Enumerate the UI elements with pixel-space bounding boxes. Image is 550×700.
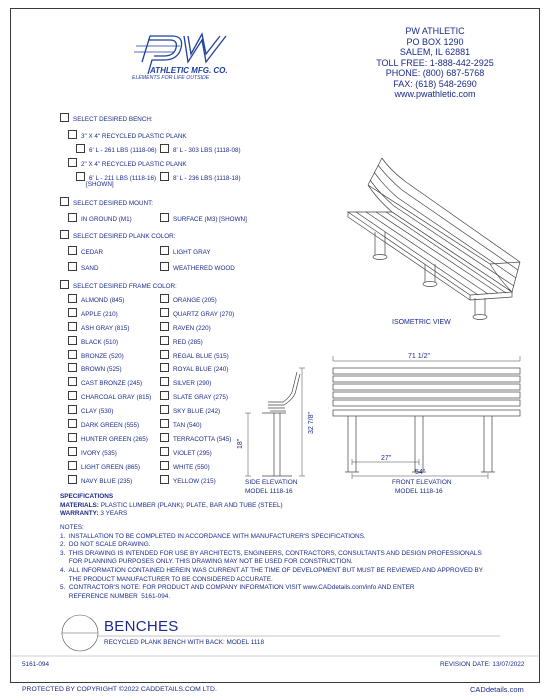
- frame-color-label: SKY BLUE (242): [173, 408, 221, 416]
- plank2-label: 2" X 4" RECYCLED PLASTIC PLANK: [81, 161, 187, 168]
- specs-header: SPECIFICATIONS: [60, 493, 114, 500]
- frame-color-label: TERRACOTTA (545): [173, 435, 232, 443]
- frame-color-label: BROWN (525): [81, 366, 122, 374]
- note-line: 3. THIS DRAWING IS INTENDED FOR USE BY ARCHITECTS, ENGINEERS, CONTRACTORS, CONSULTANTS AND DESIGN PROFESSIONALS: [60, 549, 482, 557]
- company-tollfree: TOLL FREE: 1-888-442-2925: [376, 57, 494, 68]
- frame-color-label: HUNTER GREEN (265): [81, 435, 148, 443]
- frame-color-label: YELLOW (215): [173, 477, 216, 485]
- frame-color-label: RED (285): [173, 338, 203, 346]
- note-line: 1. INSTALLATION TO BE COMPLETED IN ACCORDANCE WITH MANUFACTURER'S SPECIFICATIONS.: [60, 532, 366, 540]
- warranty-value: 3 YEARS: [98, 510, 128, 518]
- frame-color-label: WHITE (550): [173, 463, 210, 471]
- side-elevation-model: MODEL 1118-16: [245, 488, 293, 495]
- p3b-label: 8' L - 303 LBS (1118-08): [173, 147, 241, 154]
- bench-header: SELECT DESIRED BENCH:: [73, 116, 153, 123]
- frame-color-label: RAVEN (220): [173, 324, 211, 332]
- note-line: 5. CONTRACTOR'S NOTE: FOR PRODUCT AND COMPANY INFORMATION VISIT www.CADdetails.com/info AND ENTER: [60, 584, 415, 592]
- iso-view-label: ISOMETRIC VIEW: [392, 319, 451, 326]
- p3a-label: 6' L - 261 LBS (1118-06): [89, 147, 157, 154]
- frame-color-label: SLATE GRAY (275): [173, 394, 228, 402]
- mount-header: SELECT DESIRED MOUNT:: [73, 200, 154, 207]
- p2a-shown-note: [SHOWN]: [86, 181, 114, 188]
- materials-value: PLASTIC LUMBER (PLANK); PLATE, BAR AND TUBE (STEEL): [98, 501, 283, 509]
- frame-color-label: TAN (540): [173, 422, 202, 430]
- page-title: BENCHES: [104, 618, 179, 635]
- frame-color-label: LIGHT GREEN (865): [81, 463, 141, 471]
- side-elevation: [245, 368, 305, 476]
- note-line: THE PRODUCT MANUFACTURER TO BE CONSIDERED ACCURATE.: [60, 575, 273, 583]
- note-line: FOR PLANNING PURPOSES ONLY. THIS DRAWING MAY NOT BE USED FOR CONSTRUCTION.: [60, 558, 353, 566]
- frame-color-label: NAVY BLUE (235): [81, 477, 133, 485]
- warranty-label: WARRANTY:: [60, 510, 99, 518]
- dim-leg-span: 54": [415, 469, 426, 476]
- plank-color-b-label: LIGHT GRAY: [173, 249, 211, 256]
- frame-color-label: CHARCOAL GRAY (815): [81, 394, 152, 402]
- frame-color-header: SELECT DESIRED FRAME COLOR:: [73, 283, 177, 290]
- frame-color-label: CAST BRONZE (245): [81, 380, 143, 388]
- plank-color-header: SELECT DESIRED PLANK COLOR:: [73, 233, 176, 240]
- frame-color-label: BLACK (510): [81, 338, 119, 346]
- frame-color-label: BRONZE (520): [81, 352, 124, 360]
- frame-color-label: CLAY (530): [81, 408, 114, 416]
- copyright: PROTECTED BY COPYRIGHT ©2022 CADDETAILS.COM LTD.: [22, 686, 217, 693]
- frame-color-label: ASH GRAY (815): [81, 324, 130, 332]
- materials-label: MATERIALS:: [60, 501, 99, 509]
- side-elevation-label: SIDE ELEVATION: [245, 479, 298, 486]
- company-fax: FAX: (618) 548-2690: [393, 78, 477, 89]
- p2a-label: 6' L - 211 LBS (1118-16): [89, 175, 157, 182]
- company-phone: PHONE: (800) 687-5768: [385, 68, 485, 78]
- p2b-label: 8' L - 236 LBS (1118-18): [173, 175, 241, 182]
- front-elevation-model: MODEL 1118-16: [395, 488, 443, 495]
- mount-a-label: IN GROUND (M1): [81, 216, 132, 223]
- frame-color-label: ORANGE (205): [173, 297, 217, 304]
- plank-color-c-label: SAND: [81, 265, 99, 272]
- frame-color-label: APPLE (210): [81, 310, 118, 318]
- notes-header: NOTES:: [60, 524, 84, 531]
- dim-leg-spacing: 27": [381, 455, 392, 462]
- plank3-label: 3" X 4" RECYCLED PLASTIC PLANK: [81, 133, 187, 140]
- dim-overall-width: 71 1/2": [408, 353, 430, 360]
- revision-date: REVISION DATE: 13/07/2022: [440, 661, 525, 668]
- frame-color-label: VIOLET (295): [173, 449, 212, 457]
- company-address2: SALEM, IL 62881: [399, 47, 471, 57]
- note-line: 4. ALL INFORMATION CONTAINED HEREIN WAS CURRENT AT THE TIME OF DEVELOPMENT BUT MUST BE REVIEWED AND APPROVED BY: [60, 566, 484, 574]
- company-name: PW ATHLETIC: [405, 26, 465, 36]
- reference-number: 5161-094: [22, 661, 50, 668]
- logo-name: ATHLETIC MFG. CO.: [150, 66, 228, 75]
- mount-b-label: SURFACE (M3) [SHOWN]: [173, 216, 247, 223]
- caddetails-link[interactable]: CADdetails.com: [470, 685, 524, 694]
- front-elevation: [333, 356, 520, 479]
- frame-color-label: QUARTZ GRAY (270): [173, 310, 235, 318]
- page-subtitle: RECYCLED PLANK BENCH WITH BACK: MODEL 1118: [104, 639, 265, 646]
- logo-tagline: ELEMENTS FOR LIFE OUTSIDE: [132, 75, 210, 81]
- front-elevation-label: FRONT ELEVATION: [392, 479, 452, 486]
- plank-color-d-label: WEATHERED WOOD: [173, 265, 235, 272]
- frame-color-label: ALMOND (845): [81, 297, 125, 304]
- frame-color-label: ROYAL BLUE (240): [173, 366, 229, 374]
- plank-color-a-label: CEDAR: [81, 249, 104, 256]
- frame-color-label: SILVER (290): [173, 380, 212, 388]
- company-website[interactable]: www.pwathletic.com: [394, 89, 476, 99]
- frame-color-label: IVORY (535): [81, 449, 117, 457]
- note-line: 2. DO NOT SCALE DRAWING.: [60, 541, 151, 549]
- frame-color-label: DARK GREEN (555): [81, 422, 140, 430]
- dim-overall-height: 32 7/8": [308, 412, 315, 434]
- company-address1: PO BOX 1290: [406, 36, 464, 47]
- frame-color-label: REGAL BLUE (515): [173, 352, 229, 360]
- note-line: REFERENCE NUMBER 5161-094.: [60, 592, 171, 600]
- dim-seat-height: 18": [237, 438, 244, 449]
- isometric-view: [348, 158, 520, 320]
